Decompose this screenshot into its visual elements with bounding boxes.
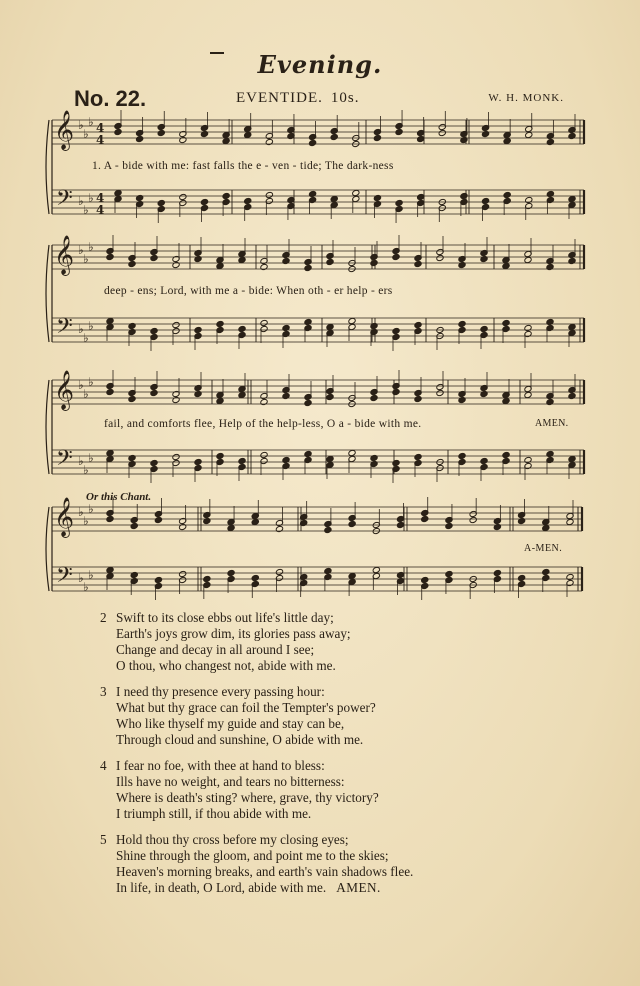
treble-clef: 𝄞 (54, 370, 75, 410)
note-head (326, 323, 334, 330)
verse-number: 2 (100, 610, 107, 625)
note-head (106, 388, 114, 395)
note-head (568, 392, 576, 399)
flat-sign: ♭ (83, 463, 89, 477)
note-head (370, 259, 378, 266)
note-head (227, 569, 235, 576)
lyrics-system-1: 1. A - bide with me: fast falls the e - ven - tide; The dark-ness (92, 160, 394, 172)
note-head (172, 453, 180, 460)
note-head (392, 459, 400, 466)
flat-sign: ♭ (78, 243, 84, 257)
note-head (251, 574, 259, 581)
note-head (542, 568, 550, 575)
note-head (194, 326, 202, 333)
note-head (157, 129, 165, 136)
note-head (154, 576, 162, 583)
verse-2 (100, 610, 540, 674)
note-head (106, 253, 114, 260)
note-head (216, 452, 224, 459)
note-head (502, 319, 510, 326)
note-head (216, 320, 224, 327)
note-head (275, 525, 283, 532)
flat-sign: ♭ (83, 252, 89, 266)
note-head (546, 450, 554, 457)
note-head (546, 190, 554, 197)
note-head (372, 566, 380, 573)
note-head (525, 196, 533, 203)
amen-label: AMEN. (535, 418, 569, 429)
note-head (373, 194, 381, 201)
verse-line: Earth's joys grow dim, its glories pass away; (116, 626, 351, 641)
note-head (445, 570, 453, 577)
note-head (179, 193, 187, 200)
flat-sign: ♭ (83, 514, 89, 528)
verse-line: Where is death's sting? where, grave, thy victory? (116, 790, 379, 805)
note-head (203, 575, 211, 582)
note-head (172, 396, 180, 403)
flat-sign: ♭ (78, 118, 84, 132)
note-head (265, 138, 273, 145)
note-head (566, 573, 574, 580)
note-head (150, 389, 158, 396)
verse-line: Hold thou thy cross before my closing eyes; (116, 832, 349, 847)
flat-sign: ♭ (88, 568, 94, 582)
flat-sign: ♭ (83, 127, 89, 141)
note-head (458, 320, 466, 327)
verse-line: Swift to its close ebbs out life's little day; (116, 610, 334, 625)
note-head (251, 518, 259, 525)
note-head (203, 517, 211, 524)
note-head (568, 455, 576, 462)
flat-sign: ♭ (88, 191, 94, 205)
note-head (260, 319, 268, 326)
note-head (503, 137, 511, 144)
note-head (200, 130, 208, 137)
note-head (417, 193, 425, 200)
note-head (395, 199, 403, 206)
note-head (352, 189, 360, 196)
note-head (493, 569, 501, 576)
flat-sign: ♭ (83, 203, 89, 217)
note-head (436, 254, 444, 261)
note-head (136, 194, 144, 201)
note-head (568, 257, 576, 264)
note-head (172, 261, 180, 268)
note-head (480, 457, 488, 464)
note-head (265, 191, 273, 198)
treble-clef: 𝄞 (54, 497, 75, 537)
time-signature: 4 (96, 133, 105, 147)
note-head (546, 398, 554, 405)
note-head (480, 390, 488, 397)
note-head (392, 327, 400, 334)
note-head (260, 451, 268, 458)
verse-5 (100, 832, 540, 896)
flat-sign: ♭ (83, 387, 89, 401)
flat-sign: ♭ (88, 115, 94, 129)
note-head (150, 459, 158, 466)
note-head (130, 522, 138, 529)
note-head (136, 135, 144, 142)
note-head (438, 129, 446, 136)
note-head (179, 570, 187, 577)
verse-amen: AMEN. (336, 880, 381, 895)
flat-sign: ♭ (78, 322, 84, 336)
verse-line: Who like thyself my guide and stay can be, (116, 716, 345, 731)
time-signature: 4 (96, 191, 105, 205)
note-head (392, 388, 400, 395)
note-head (568, 132, 576, 139)
note-head (200, 198, 208, 205)
tune-meter: 10s. (330, 90, 360, 106)
time-signature: 4 (96, 121, 105, 135)
verse-line: I triumph still, if thou abide with me. (116, 806, 312, 821)
bass-clef: 𝄢 (56, 186, 73, 216)
note-head (458, 261, 466, 268)
note-head (414, 453, 422, 460)
system-brace (46, 120, 49, 214)
note-head (445, 522, 453, 529)
note-head (436, 389, 444, 396)
note-head (546, 263, 554, 270)
note-head (106, 566, 114, 573)
note-head (524, 391, 532, 398)
verse-line: Change and decay in all around I see; (116, 642, 315, 657)
note-head (304, 450, 312, 457)
note-head (414, 260, 422, 267)
verse-line (100, 880, 540, 896)
flat-sign: ♭ (88, 451, 94, 465)
note-head (348, 449, 356, 456)
time-signature: 4 (96, 203, 105, 217)
flat-sign: ♭ (78, 454, 84, 468)
note-head (421, 515, 429, 522)
bass-clef: 𝄢 (56, 314, 73, 344)
flat-sign: ♭ (78, 571, 84, 585)
note-head (260, 263, 268, 270)
verse-number: 3 (100, 684, 107, 699)
note-head (194, 255, 202, 262)
note-head (502, 451, 510, 458)
verse-line: Heaven's morning breaks, and earth's vain shadows flee. (116, 864, 414, 879)
note-head (414, 395, 422, 402)
note-head (304, 318, 312, 325)
note-head (238, 325, 246, 332)
note-head (216, 262, 224, 269)
note-head (238, 391, 246, 398)
lyrics-system-2: deep - ens; Lord, with me a - bide: When oth - er help - ers (104, 285, 393, 297)
note-head (244, 131, 252, 138)
note-head (326, 393, 334, 400)
note-head (304, 399, 312, 406)
treble-clef: 𝄞 (54, 110, 75, 150)
note-head (130, 571, 138, 578)
composer: W. H. MONK. (488, 92, 564, 104)
note-head (566, 518, 574, 525)
note-head (568, 323, 576, 330)
note-head (128, 322, 136, 329)
note-head (542, 524, 550, 531)
note-head (324, 567, 332, 574)
note-head (417, 135, 425, 142)
note-head (460, 136, 468, 143)
note-head (524, 256, 532, 263)
note-head (282, 324, 290, 331)
note-head (518, 517, 526, 524)
treble-clef: 𝄞 (54, 235, 75, 275)
note-head (502, 397, 510, 404)
flat-sign: ♭ (88, 502, 94, 516)
note-head (216, 397, 224, 404)
verse-line: What but thy grace can foil the Tempter's power? (116, 700, 376, 715)
bass-clef: 𝄢 (56, 563, 73, 593)
note-head (179, 136, 187, 143)
note-head (222, 192, 230, 199)
note-head (106, 317, 114, 324)
note-head (282, 257, 290, 264)
system-brace (46, 245, 49, 342)
flat-sign: ♭ (83, 580, 89, 594)
note-head (150, 254, 158, 261)
note-head (396, 521, 404, 528)
note-head (460, 192, 468, 199)
note-head (414, 321, 422, 328)
note-head (480, 255, 488, 262)
note-head (157, 199, 165, 206)
verse-line: Ills have no weight, and tears no bitterness: (116, 774, 345, 789)
note-head (502, 262, 510, 269)
verse-line: I fear no foe, with thee at hand to bless: (116, 758, 325, 773)
note-head (304, 264, 312, 271)
note-head (194, 458, 202, 465)
note-head (525, 131, 533, 138)
note-head (373, 134, 381, 141)
note-head (106, 449, 114, 456)
flat-sign: ♭ (78, 378, 84, 392)
note-head (238, 457, 246, 464)
note-head (493, 523, 501, 530)
note-head (481, 130, 489, 137)
note-head (469, 516, 477, 523)
verse-line: I need thy presence every passing hour: (116, 684, 325, 699)
note-head (154, 516, 162, 523)
verse-line: O thou, who changest not, abide with me. (116, 658, 336, 673)
note-head (546, 318, 554, 325)
note-head (106, 515, 114, 522)
note-head (260, 398, 268, 405)
note-head (370, 322, 378, 329)
system-brace (46, 380, 49, 474)
verse-number: 4 (100, 758, 107, 773)
flat-sign: ♭ (88, 240, 94, 254)
note-head (503, 191, 511, 198)
note-head (524, 456, 532, 463)
note-head (348, 520, 356, 527)
note-head (238, 256, 246, 263)
note-head (330, 195, 338, 202)
note-head (275, 568, 283, 575)
note-head (546, 138, 554, 145)
note-head (282, 392, 290, 399)
note-head (330, 133, 338, 140)
note-head (370, 454, 378, 461)
note-head (326, 455, 334, 462)
verse-line-text: In life, in death, O Lord, abide with me. (116, 880, 327, 895)
note-head (222, 137, 230, 144)
verse-3 (100, 684, 540, 748)
note-head (128, 454, 136, 461)
verse-4 (100, 758, 540, 822)
note-head (421, 576, 429, 583)
note-head (128, 395, 136, 402)
note-head (179, 523, 187, 530)
note-head (326, 258, 334, 265)
note-head (172, 321, 180, 328)
note-head (282, 456, 290, 463)
hymn-number: No. 22. (74, 86, 147, 111)
note-head (480, 325, 488, 332)
note-head (324, 526, 332, 533)
bass-clef: 𝄢 (56, 446, 73, 476)
flat-sign: ♭ (78, 194, 84, 208)
note-head (244, 197, 252, 204)
note-head (396, 571, 404, 578)
note-head (392, 253, 400, 260)
note-head (395, 128, 403, 135)
flat-sign: ♭ (78, 505, 84, 519)
note-head (114, 128, 122, 135)
verse-line: Shine through the gloom, and point me to the skies; (116, 848, 389, 863)
page-title: Evening. (257, 50, 383, 79)
flat-sign: ♭ (83, 331, 89, 345)
note-head (128, 260, 136, 267)
system-brace (46, 507, 49, 591)
verses (100, 610, 540, 906)
note-head (458, 396, 466, 403)
note-head (194, 390, 202, 397)
verse-line: Through cloud and sunshine, O abide with me. (116, 732, 364, 747)
tune-title: EVENTIDE. (236, 90, 323, 106)
note-head (524, 324, 532, 331)
chant-label: Or this Chant. (86, 491, 152, 503)
note-head (309, 190, 317, 197)
flat-sign: ♭ (88, 375, 94, 389)
note-head (114, 189, 122, 196)
note-head (227, 524, 235, 531)
note-head (309, 139, 317, 146)
note-head (518, 574, 526, 581)
flat-sign: ♭ (88, 319, 94, 333)
note-head (568, 195, 576, 202)
note-head (348, 572, 356, 579)
note-head (150, 327, 158, 334)
note-head (481, 197, 489, 204)
verse-number: 5 (100, 832, 107, 847)
lyrics-system-3: fail, and comforts flee, Help of the help-less, O a - bide with me. (104, 418, 422, 430)
chant-amen-label: A-MEN. (524, 543, 563, 554)
note-head (370, 394, 378, 401)
note-head (458, 452, 466, 459)
note-head (348, 317, 356, 324)
